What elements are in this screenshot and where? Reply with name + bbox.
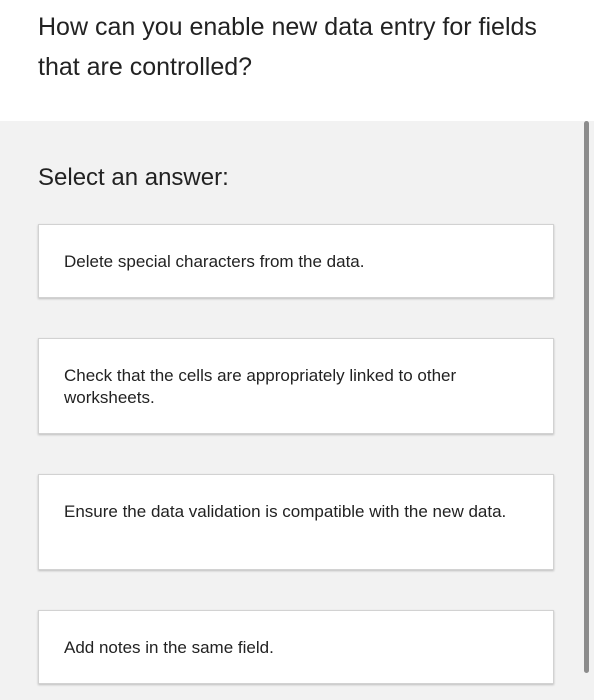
- answer-panel: [0, 121, 594, 700]
- question-text: How can you enable new data entry for fields that are controlled?: [38, 13, 537, 81]
- answer-option-2-label: Check that the cells are appropriately linked to other worksheets.: [64, 366, 457, 407]
- answer-option-2[interactable]: [38, 338, 554, 434]
- answer-option-1[interactable]: [38, 224, 554, 298]
- answer-option-1-label: Delete special characters from the data.: [64, 252, 365, 271]
- answer-option-4[interactable]: [38, 610, 554, 684]
- vertical-scrollbar[interactable]: [584, 121, 589, 673]
- answer-option-3[interactable]: [38, 474, 554, 570]
- question-panel: [0, 0, 594, 121]
- select-answer-prompt: Select an answer:: [38, 164, 229, 191]
- answer-option-4-label: Add notes in the same field.: [64, 638, 274, 657]
- answer-option-3-label: Ensure the data validation is compatible with the new data.: [64, 502, 507, 521]
